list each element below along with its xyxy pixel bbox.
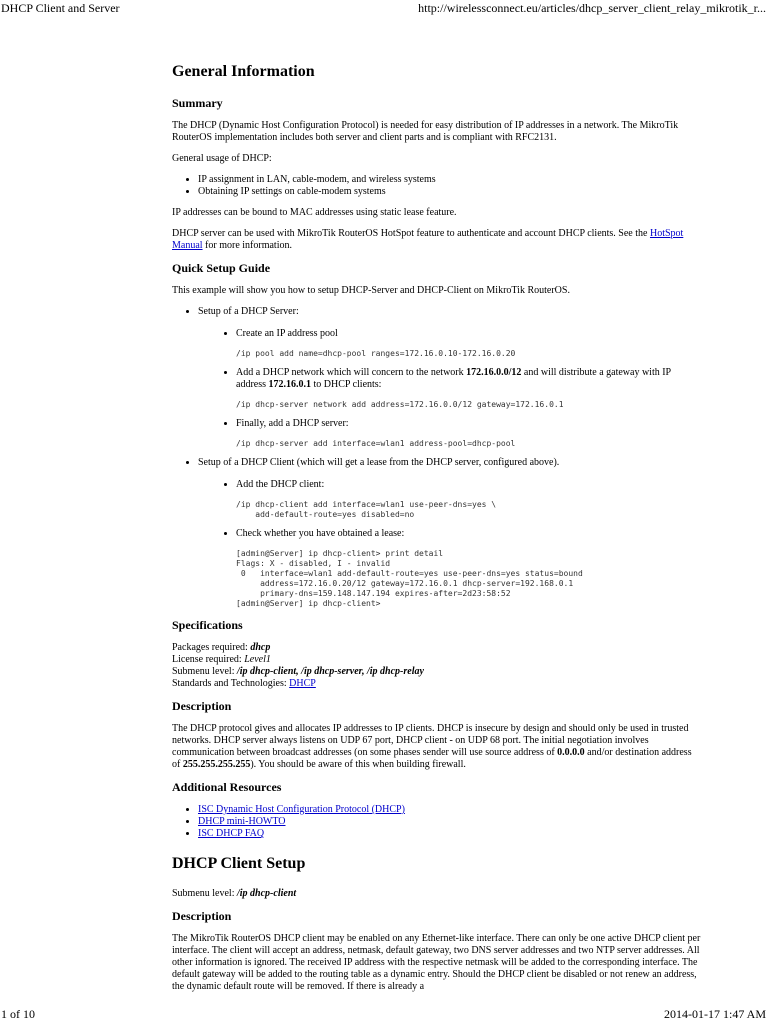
resource-link-isc-faq[interactable]: ISC DHCP FAQ	[198, 828, 265, 839]
hotspot-manual-link[interactable]: HotSpot Manual	[172, 228, 684, 251]
heading-client-description: Description	[172, 909, 232, 923]
description-paragraph: The DHCP protocol gives and allocates IP addresses to IP clients. DHCP is insecure by design and should only be used in trusted networks. DHCP server always listens on UDP 67 port, DHCP client - on UDP 68 port. The initial negotiation involves communication between broadcast addresses (on some phases sender will use source address of 0.0.0.0 and/or destination address of 255.255.255.255). You should be aware of this when building firewall.	[172, 723, 692, 770]
code-block: /ip pool add name=dhcp-pool ranges=172.16.0.10-172.16.0.20	[236, 349, 516, 358]
usage-list	[172, 174, 702, 198]
print-footer-datetime: 2014-01-17 1:47 AM	[664, 1007, 766, 1021]
list-item	[198, 828, 702, 840]
code-block: /ip dhcp-server network add address=172.16.0.0/12 gateway=172.16.0.1	[236, 400, 564, 409]
hotspot-paragraph: DHCP server can be used with MikroTik RouterOS HotSpot feature to authenticate and account DHCP clients. See the HotSpot Manual for more information.	[172, 228, 684, 251]
spec-submenu: Submenu level: /ip dhcp-client, /ip dhcp-server, /ip dhcp-relay	[172, 666, 424, 677]
resource-link-isc-dhcp[interactable]: ISC Dynamic Host Configuration Protocol (DHCP)	[198, 804, 405, 815]
list-item: • Obtaining IP settings on cable-modem systems	[198, 186, 702, 198]
step-item: • Finally, add a DHCP server: /ip dhcp-server add interface=wlan1 address-pool=dhcp-pool	[236, 418, 702, 449]
code-block: /ip dhcp-client add interface=wlan1 use-peer-dns=yes \ add-default-route=yes disabled=no	[236, 500, 497, 519]
step-item: • Create an IP address pool /ip pool add name=dhcp-pool ranges=172.16.0.10-172.16.0.20	[236, 328, 702, 359]
print-header-url: http://wirelessconnect.eu/articles/dhcp_server_client_relay_mikrotik_r...	[418, 1, 766, 15]
summary-paragraph: The DHCP (Dynamic Host Configuration Protocol) is needed for easy distribution of IP addresses in a network. The MikroTik RouterOS implementation includes both server and client parts and is compliant with RFC2131.	[172, 120, 679, 143]
print-header-title: DHCP Client and Server	[1, 1, 120, 15]
heading-additional-resources: Additional Resources	[172, 780, 282, 794]
resources-list	[172, 804, 702, 840]
heading-summary: Summary	[172, 96, 223, 110]
mac-note: IP addresses can be bound to MAC addresses using static lease feature.	[172, 207, 457, 218]
document-body	[172, 58, 702, 1002]
specifications-block	[172, 642, 702, 690]
code-block: /ip dhcp-server add interface=wlan1 address-pool=dhcp-pool	[236, 439, 516, 448]
step-item: • Add the DHCP client: /ip dhcp-client add interface=wlan1 use-peer-dns=yes \ add-default-route=yes disabled=no	[236, 479, 702, 520]
list-item-client-setup: • Setup of a DHCP Client (which will get a lease from the DHCP server, configured above). • Add the DHCP client: /ip dhcp-client add interface=wlan1 use-peer-dns=yes \ add-default-route=yes disabled=no • Check whether you have obtained a lease: [admin@Server] ip dhcp-client> print detail Flags: X - disabled, I - invalid 0 interface=wlan1 add-default-route=yes use-peer-dns=yes status=bound address=172.16.0.20/12 gateway=172.16.0.1 dhcp-server=192.168.0.1 primary-dns=159.148.147.194 expires-after=2d23:58:52 [admin@Server] ip dhcp-client>	[198, 457, 702, 609]
spec-license: License required: Level1	[172, 654, 271, 665]
step-item: • Add a DHCP network which will concern to the network 172.16.0.0/12 and will distribute a gateway with IP address 172.16.0.1 to DHCP clients: /ip dhcp-server network add address=172.16.0.0/12 gateway=172.16.0.1	[236, 367, 702, 410]
heading-quick-setup: Quick Setup Guide	[172, 261, 271, 275]
quick-intro: This example will show you how to setup DHCP-Server and DHCP-Client on MikroTik RouterOS.	[172, 285, 570, 296]
heading-specifications: Specifications	[172, 618, 243, 632]
list-item	[198, 816, 702, 828]
print-footer-page: 1 of 10	[1, 1007, 35, 1021]
list-item-server-setup: • Setup of a DHCP Server: • Create an IP address pool /ip pool add name=dhcp-pool ranges=172.16.0.10-172.16.0.20 • Add a DHCP network which will concern to the network 172.16.0.0/12 and will distribute a gateway with IP address 172.16.0.1 to DHCP clients: /ip dhcp-server network add address=172.16.0.0/12 gateway=172.16.0.1 • Finally, add a DHCP server: /ip dhcp-server add interface=wlan1 address-pool=dhcp-pool	[198, 306, 702, 449]
dhcp-standard-link[interactable]: DHCP	[289, 678, 316, 689]
server-steps	[198, 328, 702, 449]
client-submenu: Submenu level: /ip dhcp-client	[172, 888, 297, 899]
spec-standards: Standards and Technologies: DHCP	[172, 678, 316, 689]
section-title-general-information: General Information	[172, 63, 315, 80]
step-item: • Check whether you have obtained a lease: [admin@Server] ip dhcp-client> print detail Flags: X - disabled, I - invalid 0 interface=wlan1 add-default-route=yes use-peer-dns=yes status=bound address=172.16.0.20/12 gateway=172.16.0.1 dhcp-server=192.168.0.1 primary-dns=159.148.147.194 expires-after=2d23:58:52 [admin@Server] ip dhcp-client>	[236, 528, 702, 609]
heading-description: Description	[172, 699, 232, 713]
section-title-client-setup: DHCP Client Setup	[172, 855, 306, 872]
spec-packages: Packages required: dhcp	[172, 642, 271, 653]
resource-link-mini-howto[interactable]: DHCP mini-HOWTO	[198, 816, 286, 827]
list-item	[198, 804, 702, 816]
client-steps	[198, 479, 702, 609]
usage-intro: General usage of DHCP:	[172, 153, 272, 164]
setup-list	[172, 306, 702, 609]
list-item: • IP assignment in LAN, cable-modem, and wireless systems	[198, 174, 702, 186]
client-description-paragraph: The MikroTik RouterOS DHCP client may be enabled on any Ethernet-like interface. There can only be one active DHCP client per interface. The client will accept an address, netmask, default gateway, two DNS server addresses and two NTP server addresses. All other information is ignored. The received IP address with the respective netmask will be added to the corresponding interface. The default gateway will be added to the routing table as a dynamic entry. Should the DHCP client be disabled or not renew an address, the dynamic default route will be removed. If there is already a	[172, 933, 701, 992]
code-block: [admin@Server] ip dhcp-client> print detail Flags: X - disabled, I - invalid 0 interface=wlan1 add-default-route=yes use-peer-dns=yes status=bound address=172.16.0.20/12 gateway=172.16.0.1 dhcp-server=192.168.0.1 primary-dns=159.148.147.194 expires-after=2d23:58:52 [admin@Server] ip dhcp-client>	[236, 549, 583, 608]
